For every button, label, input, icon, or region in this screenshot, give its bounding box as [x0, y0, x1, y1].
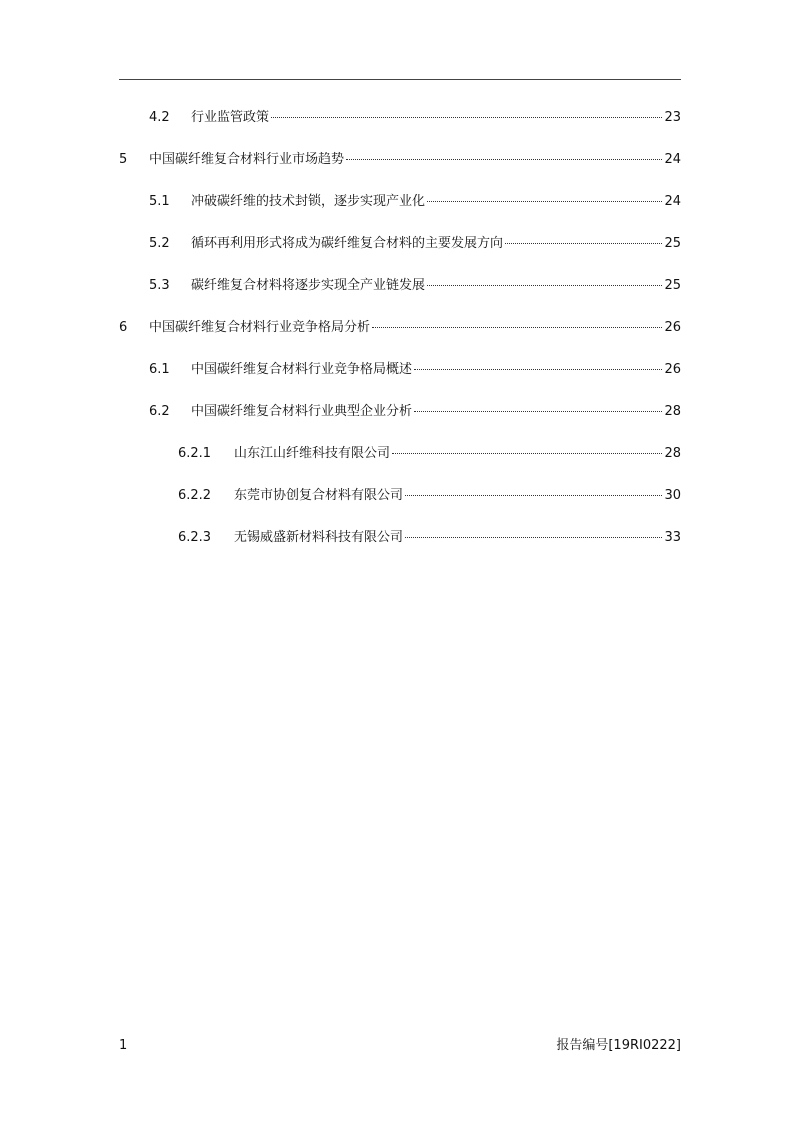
toc-title: 中国碳纤维复合材料行业市场趋势 — [149, 152, 345, 167]
toc-title: 山东江山纤维科技有限公司 — [234, 446, 391, 461]
toc-leader-dots — [405, 485, 662, 496]
toc-title: 中国碳纤维复合材料行业竞争格局分析 — [149, 320, 371, 335]
toc-title: 中国碳纤维复合材料行业竞争格局概述 — [191, 362, 413, 377]
toc-page-number: 30 — [664, 488, 681, 503]
toc-leader-dots — [271, 107, 662, 118]
toc-page-number: 33 — [664, 530, 681, 545]
footer-page-number: 1 — [119, 1038, 128, 1053]
toc-leader-dots — [427, 191, 662, 202]
toc-leader-dots — [414, 359, 662, 370]
toc-entry-5-3[interactable] — [149, 276, 681, 296]
toc-entry-6-2[interactable] — [149, 402, 681, 422]
toc-number: 5.3 — [149, 278, 170, 293]
toc-number: 6.2.1 — [178, 446, 212, 461]
toc-number: 4.2 — [149, 110, 170, 125]
toc-page-number: 25 — [664, 278, 681, 293]
toc-leader-dots — [427, 275, 662, 286]
toc-page-number: 28 — [664, 404, 681, 419]
toc-number: 6 — [119, 320, 128, 335]
footer-report-code: 报告编号[19RI0222] — [556, 1038, 681, 1053]
toc-entry-6-1[interactable] — [149, 360, 681, 380]
toc-page-number: 25 — [664, 236, 681, 251]
toc-leader-dots — [346, 149, 662, 160]
toc-entry-5[interactable] — [119, 150, 681, 170]
toc-entry-6-2-1[interactable] — [178, 444, 681, 464]
toc-entry-6-2-2[interactable] — [178, 486, 681, 506]
toc-number: 6.2.3 — [178, 530, 212, 545]
toc-page-number: 26 — [664, 362, 681, 377]
toc-leader-dots — [372, 317, 662, 328]
toc-title: 东莞市协创复合材料有限公司 — [234, 488, 404, 503]
toc-entry-6-2-3[interactable] — [178, 528, 681, 548]
toc-title: 循环再利用形式将成为碳纤维复合材料的主要发展方向 — [191, 236, 504, 251]
toc-page-number: 24 — [664, 194, 681, 209]
toc-title: 碳纤维复合材料将逐步实现全产业链发展 — [191, 278, 426, 293]
toc-page-number: 28 — [664, 446, 681, 461]
toc-page-number: 26 — [664, 320, 681, 335]
toc-leader-dots — [505, 233, 662, 244]
toc-number: 6.2.2 — [178, 488, 212, 503]
toc-leader-dots — [414, 401, 662, 412]
toc-page-number: 24 — [664, 152, 681, 167]
toc-leader-dots — [405, 527, 662, 538]
toc-page-number: 23 — [664, 110, 681, 125]
toc-title: 中国碳纤维复合材料行业典型企业分析 — [191, 404, 413, 419]
toc-entry-5-2[interactable] — [149, 234, 681, 254]
toc-number: 5.1 — [149, 194, 170, 209]
toc-number: 5 — [119, 152, 128, 167]
toc-number: 6.1 — [149, 362, 170, 377]
toc-number: 6.2 — [149, 404, 170, 419]
toc-entry-6[interactable] — [119, 318, 681, 338]
toc-number: 5.2 — [149, 236, 170, 251]
toc-entry-4-2[interactable] — [149, 108, 681, 128]
toc-title: 无锡威盛新材料科技有限公司 — [234, 530, 404, 545]
toc-leader-dots — [392, 443, 662, 454]
toc-entry-5-1[interactable] — [149, 192, 681, 212]
toc-title: 冲破碳纤维的技术封锁，逐步实现产业化 — [191, 194, 426, 209]
header-rule — [119, 79, 681, 80]
toc-title: 行业监管政策 — [191, 110, 270, 125]
